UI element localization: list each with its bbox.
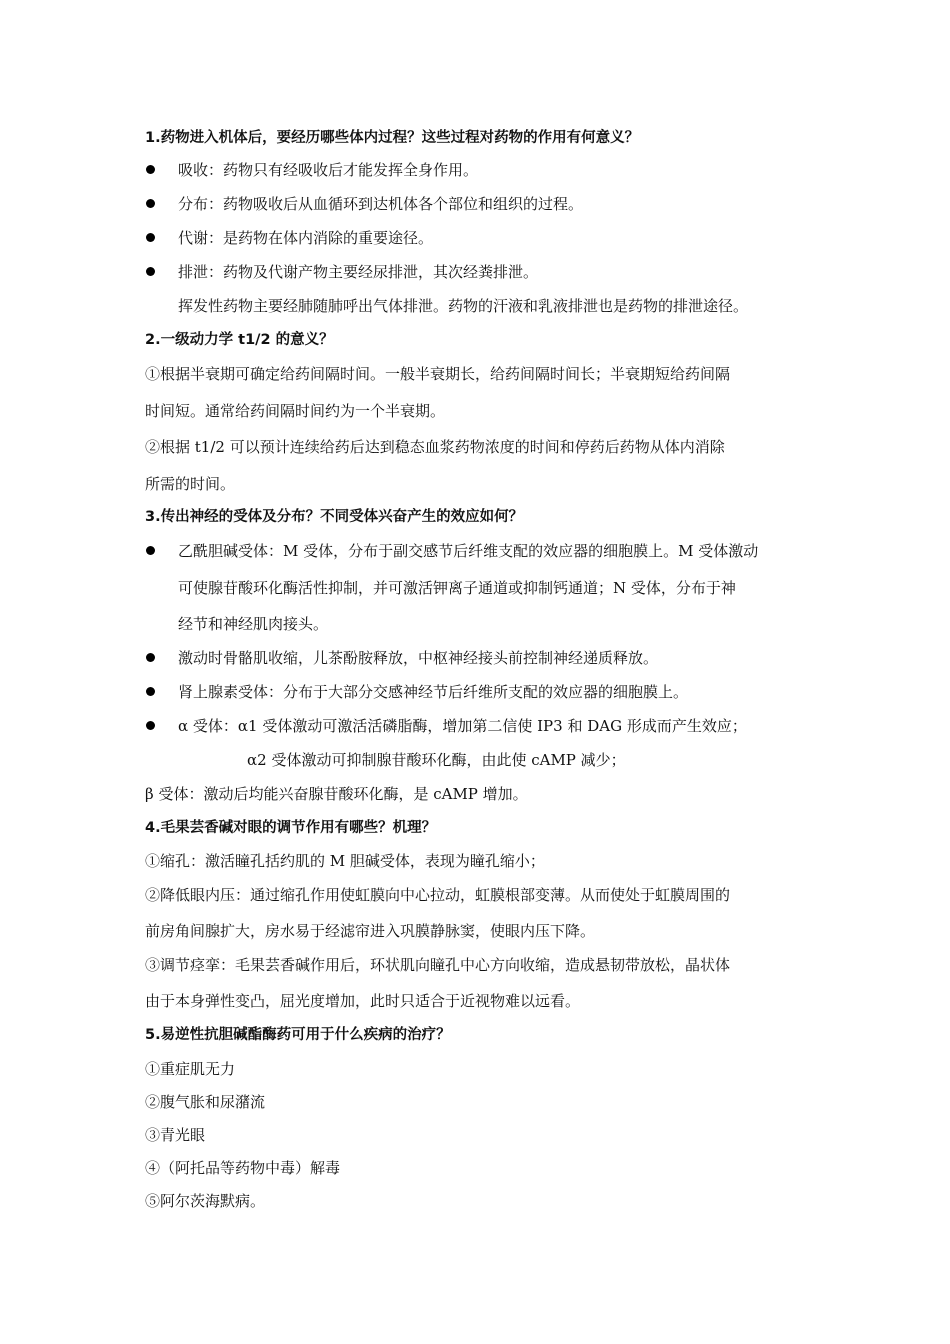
bullet-icon — [146, 653, 155, 662]
bullet-icon — [146, 267, 155, 276]
q1-item-metabolism: 代谢：是药物在体内消除的重要途径。 — [178, 229, 434, 247]
q1-item-absorption: 吸收：药物只有经吸收后才能发挥全身作用。 — [178, 161, 479, 179]
q3-n-receptor-effect: 激动时骨骼肌收缩，儿茶酚胺释放，中枢神经接头前控制神经递质释放。 — [178, 649, 659, 667]
q3-adrenergic-receptor: 肾上腺素受体：分布于大部分交感神经节后纤维所支配的效应器的细胞膜上。 — [178, 683, 689, 701]
q1-item-distribution: 分布：药物吸收后从血循环到达机体各个部位和组织的过程。 — [178, 195, 584, 213]
q1-item-excretion: 排泄：药物及代谢产物主要经尿排泄，其次经粪排泄。 — [178, 263, 539, 281]
q5-item-5: ⑤阿尔茨海默病。 — [145, 1192, 266, 1210]
q3-beta-receptor: β 受体：激动后均能兴奋腺苷酸环化酶，是 cAMP 增加。 — [145, 785, 528, 803]
q2-line-4: 所需的时间。 — [145, 475, 236, 493]
q5-item-2: ②腹气胀和尿潴流 — [145, 1093, 266, 1111]
q3-alpha-receptor: α 受体：α1 受体激动可激活活磷脂酶，增加第二信使 IP3 和 DAG 形成而产生效应； — [178, 717, 747, 735]
bullet-icon — [146, 233, 155, 242]
q3-alpha2-receptor: α2 受体激动可抑制腺苷酸环化酶，由此使 cAMP 减少； — [247, 751, 626, 769]
q3-ach-receptor-line-2: 可使腺苷酸环化酶活性抑制，并可激活钾离子通道或抑制钙通道；N 受体，分布于神 — [178, 579, 736, 597]
q4-line-4: ③调节痉挛：毛果芸香碱作用后，环状肌向瞳孔中心方向收缩，造成悬韧带放松，晶状体 — [145, 956, 731, 974]
bullet-icon — [146, 165, 155, 174]
question-5-title: 5.易逆性抗胆碱酯酶药可用于什么疾病的治疗？ — [145, 1027, 451, 1043]
question-2-title: 2.一级动力学 t1/2 的意义？ — [145, 332, 334, 348]
q5-item-4: ④（阿托品等药物中毒）解毒 — [145, 1159, 341, 1177]
bullet-icon — [146, 721, 155, 730]
q1-excretion-continued: 挥发性药物主要经肺随肺呼出气体排泄。药物的汗液和乳液排泄也是药物的排泄途径。 — [178, 297, 749, 315]
q3-ach-receptor-line-3: 经节和神经肌肉接头。 — [178, 615, 329, 633]
question-1-title: 1.药物进入机体后，要经历哪些体内过程？这些过程对药物的作用有何意义？ — [145, 130, 640, 146]
q2-line-1: ①根据半衰期可确定给药间隔时间。一般半衰期长，给药间隔时间长；半衰期短给药间隔 — [145, 365, 731, 383]
q2-line-2: 时间短。通常给药间隔时间约为一个半衰期。 — [145, 402, 446, 420]
bullet-icon — [146, 199, 155, 208]
q5-item-3: ③青光眼 — [145, 1126, 206, 1144]
bullet-icon — [146, 546, 155, 555]
question-3-title: 3.传出神经的受体及分布？不同受体兴奋产生的效应如何？ — [145, 509, 524, 525]
q4-line-5: 由于本身弹性变凸，屈光度增加，此时只适合于近视物难以远看。 — [145, 992, 581, 1010]
q2-line-3: ②根据 t1/2 可以预计连续给药后达到稳态血浆药物浓度的时间和停药后药物从体内消除 — [145, 438, 725, 456]
q3-ach-receptor-line-1: 乙酰胆碱受体：M 受体，分布于副交感节后纤维支配的效应器的细胞膜上。M 受体激动 — [178, 542, 759, 560]
q4-line-1: ①缩孔：激活瞳孔括约肌的 M 胆碱受体，表现为瞳孔缩小； — [145, 852, 545, 870]
q4-line-2: ②降低眼内压：通过缩孔作用使虹膜向中心拉动，虹膜根部变薄。从而使处于虹膜周围的 — [145, 886, 731, 904]
question-4-title: 4.毛果芸香碱对眼的调节作用有哪些？机理？ — [145, 820, 437, 836]
q5-item-1: ①重症肌无力 — [145, 1060, 236, 1078]
q4-line-3: 前房角间腺扩大，房水易于经滤帘进入巩膜静脉窦，使眼内压下降。 — [145, 922, 596, 940]
bullet-icon — [146, 687, 155, 696]
